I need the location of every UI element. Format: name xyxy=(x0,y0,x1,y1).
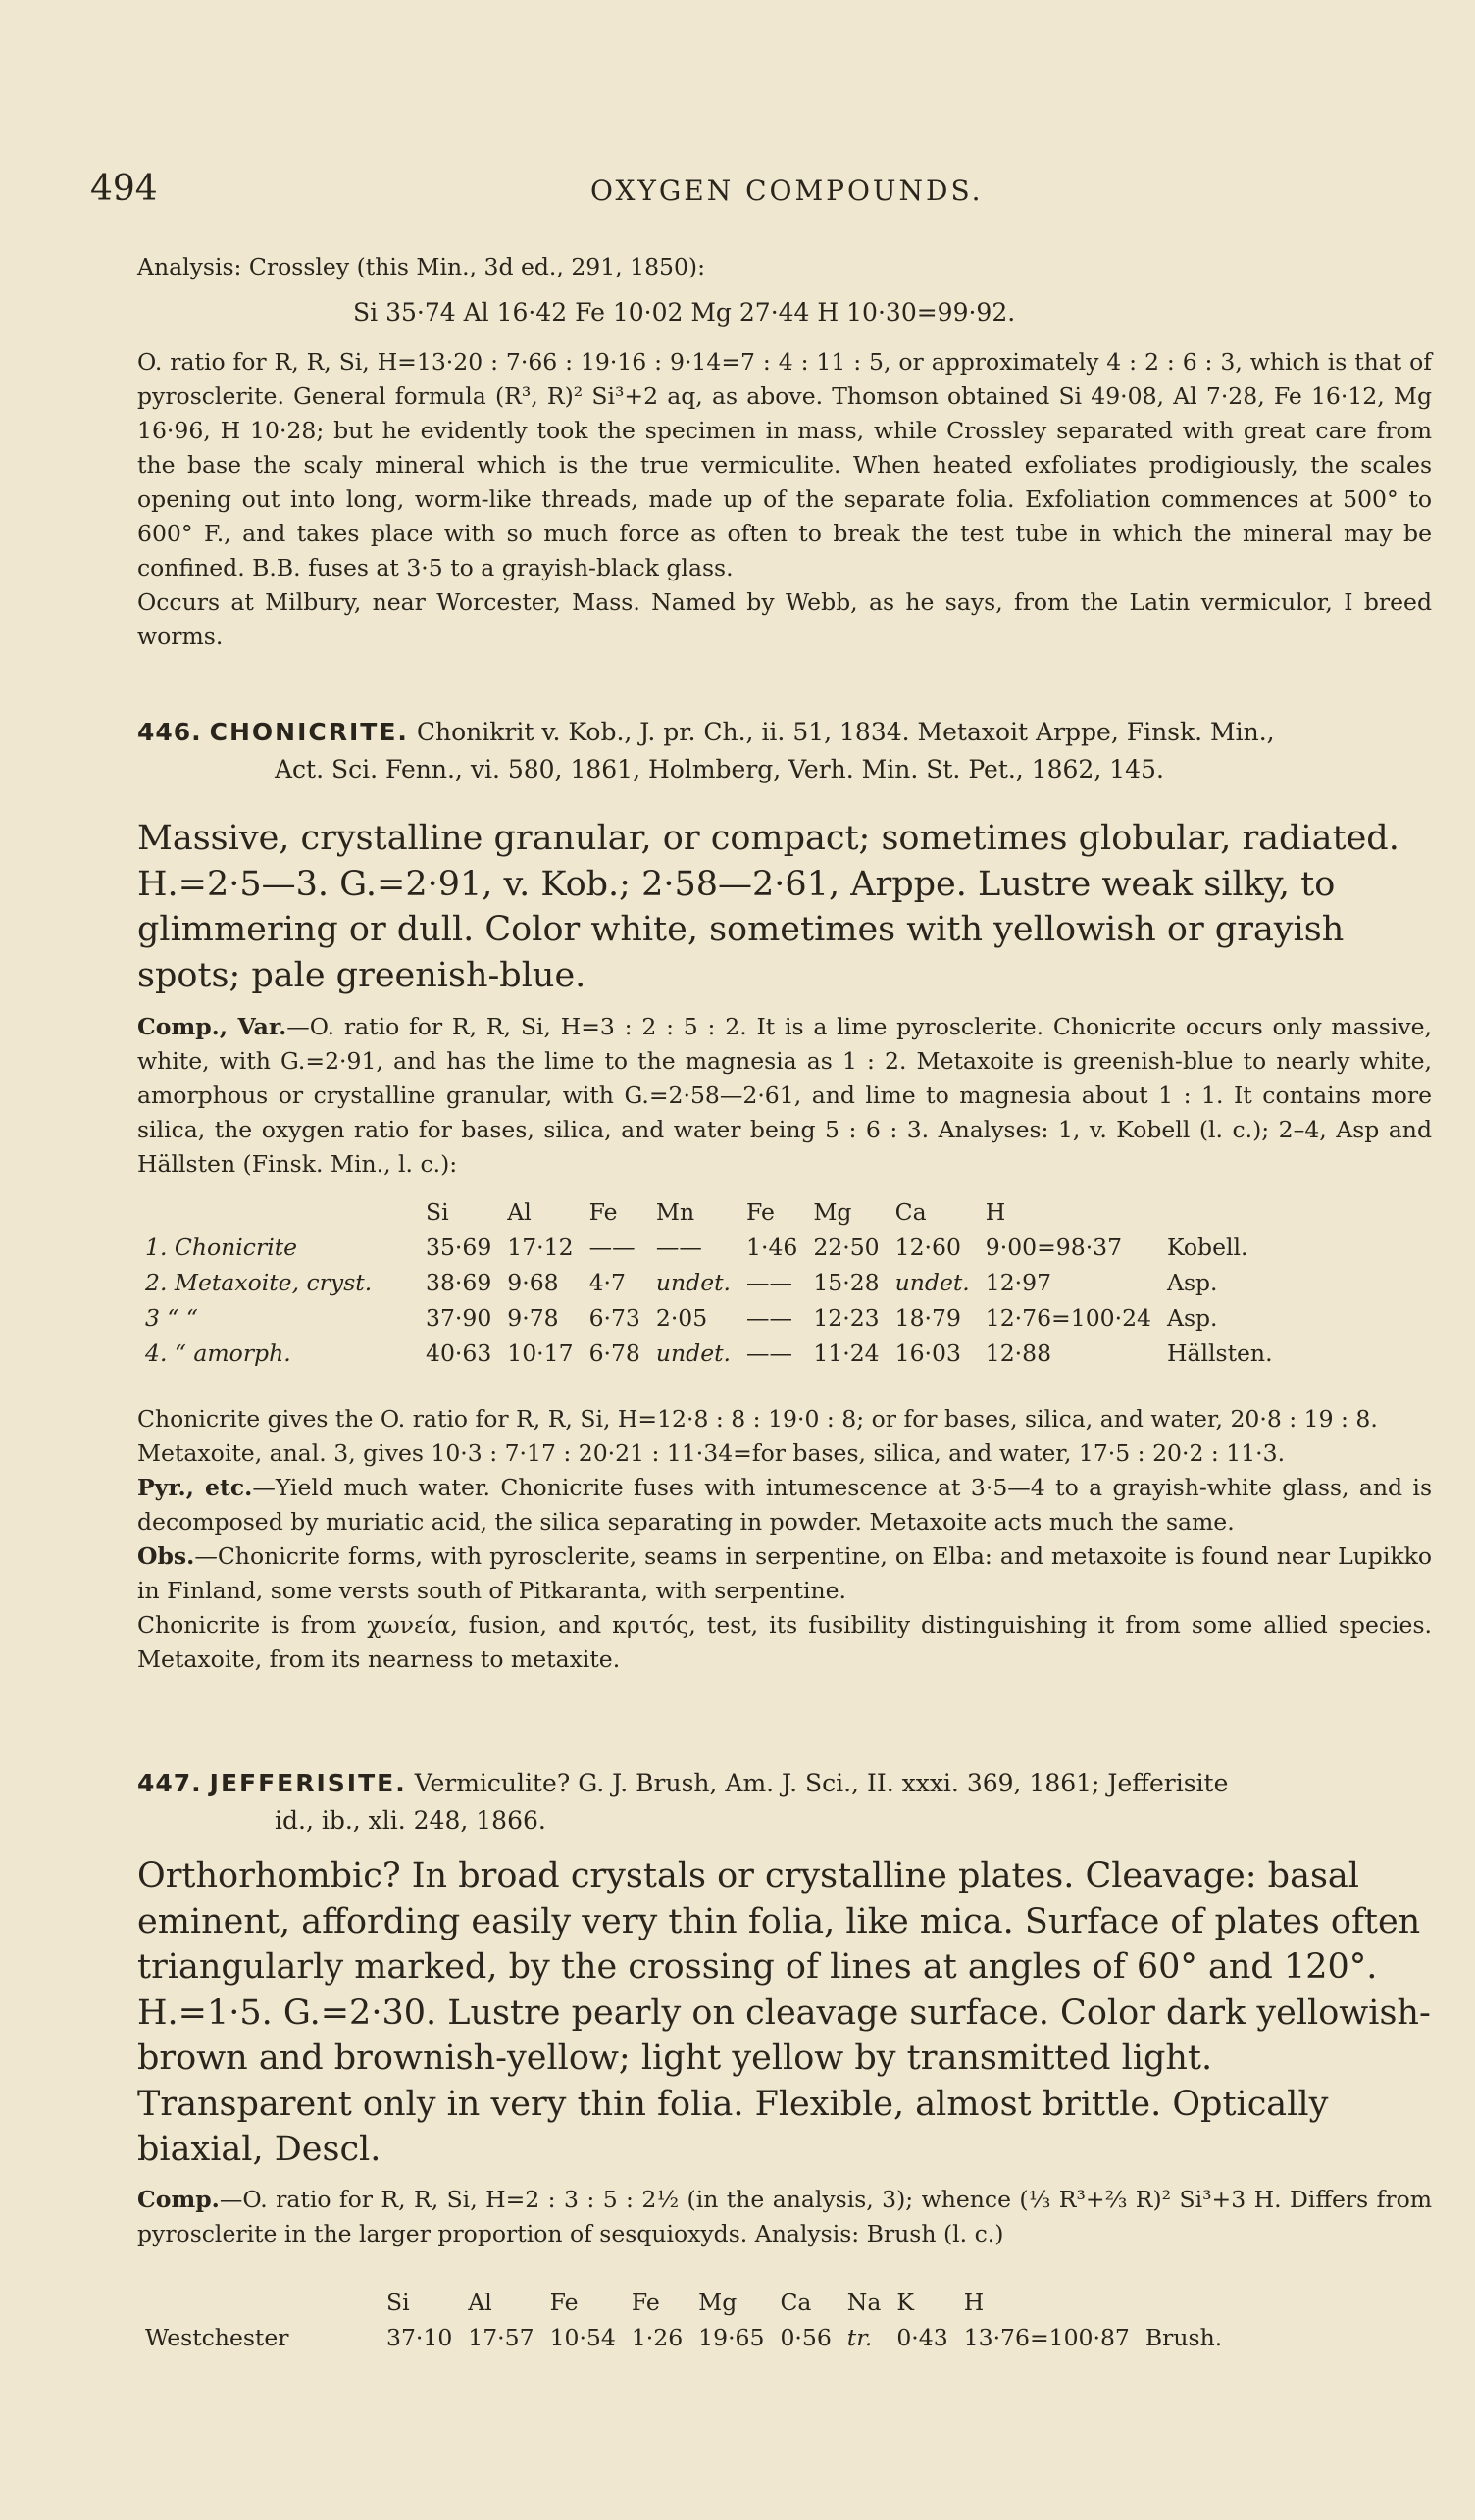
jefferisite-refs-1: Vermiculite? G. J. Brush, Am. J. Sci., II. xxxi. 369, 1861; Jefferisite xyxy=(414,1769,1229,1797)
chonicrite-comp-label: Comp., Var. xyxy=(137,1013,287,1040)
chonicrite-name: CHONICRITE. xyxy=(209,718,409,746)
jefferisite-description: Orthorhombic? In broad crystals or crystalline plates. Cleavage: basal eminent, affording easily very thin folia, like mica. Surface of plates often triangularly marked, by the crossing of lines at angles of 60° and 120°. H.=1·5. G.=2·30. Lustre pearly on cleavage surface. Color dark yellowish-brown and brownish-yellow; light yellow by transmitted light. Transparent only in very thin folia. Flexible, almost brittle. Optically biaxial, Descl. xyxy=(137,1856,1431,2169)
chonicrite-notes xyxy=(137,1402,1432,1677)
jefferisite-refs-2: id., ib., xli. 248, 1866. xyxy=(275,1806,546,1835)
vermiculite-body xyxy=(137,345,1432,654)
jefferisite-composition xyxy=(137,2183,1432,2251)
chonicrite-oratio-note: Chonicrite gives the O. ratio for R, R, Si, H=12·8 : 8 : 19·0 : 8; or for bases, silica, and water, 20·8 : 19 : 8. xyxy=(137,1405,1378,1433)
chonicrite-analysis-table xyxy=(137,1194,1281,1371)
jefferisite-number: 447. xyxy=(137,1769,202,1797)
jefferisite-analysis-table xyxy=(137,2285,1230,2355)
chonicrite-refs-1: Chonikrit v. Kob., J. pr. Ch., ii. 51, 1834. Metaxoit Arppe, Finsk. Min., xyxy=(416,718,1275,746)
jefferisite-comp-label: Comp. xyxy=(137,2186,220,2213)
table-row: 2. Metaxoite, cryst. 38·69 9·68 4·7 undet. —— 15·28 undet. 12·97 Asp. xyxy=(145,1269,1218,1296)
table-header-row: Si Al Fe Fe Mg Ca Na K H xyxy=(386,2289,985,2316)
table-row: 4. “ amorph. 40·63 10·17 6·78 undet. —— 11·24 16·03 12·88 Hällsten. xyxy=(145,1339,1273,1367)
vermiculite-formula: Si 35·74 Al 16·42 Fe 10·02 Mg 27·44 H 10·30=99·92. xyxy=(353,298,1016,327)
table-row: 1. Chonicrite 35·69 17·12 —— —— 1·46 22·50 12·60 9·00=98·37 Kobell. xyxy=(145,1234,1248,1261)
jefferisite-name: JEFFERISITE. xyxy=(209,1769,407,1797)
chonicrite-number: 446. xyxy=(137,718,202,746)
page-number: 494 xyxy=(90,169,158,209)
jefferisite-comp-text: —O. ratio for R, R, Si, H=2 : 3 : 5 : 2½ (in the analysis, 3); whence (⅓ R³+⅔ R)² Si³+3 H. Differs from pyrosclerite in the larger proportion of sesquioxyds. Analysis: Brush (l. c.) xyxy=(137,2186,1432,2247)
obs-label: Obs. xyxy=(137,1542,195,1570)
vermiculite-analysis-line: Analysis: Crossley (this Min., 3d ed., 291, 1850): xyxy=(137,253,706,280)
table-header-row: Si Al Fe Mn Fe Mg Ca H xyxy=(426,1198,1006,1226)
table-row: Westchester 37·10 17·57 10·54 1·26 19·65 0·56 tr. 0·43 13·76=100·87 Brush. xyxy=(145,2324,1223,2351)
vermiculite-paragraph-1: O. ratio for R, R, Si, H=13·20 : 7·66 : 19·16 : 9·14=7 : 4 : 11 : 5, or approximately 4 : 2 : 6 : 3, which is that of pyrosclerite. General formula (R³, R)² Si³+2 aq, as above. Thomson obtained Si 49·08, Al 7·28, Fe 16·12, Mg 16·96, H 10·28; but he evidently took the specimen in mass, while Crossley separated with great care from the base the scaly mineral which is the true vermiculite. When heated exfoliates prodigiously, the scales opening out into long, worm-like threads, made up of the separate folia. Exfoliation commences at 500° to 600° F., and takes place with so much force as often to break the test tube in which the mineral may be confined. B.B. fuses at 3·5 to a grayish-black glass. xyxy=(137,348,1432,581)
vermiculite-paragraph-2: Occurs at Milbury, near Worcester, Mass. Named by Webb, as he says, from the Latin vermiculor, I breed worms. xyxy=(137,588,1432,650)
chonicrite-heading xyxy=(137,714,1432,788)
chonicrite-composition xyxy=(137,1010,1432,1182)
chonicrite-comp-text: —O. ratio for R, R, Si, H=3 : 2 : 5 : 2. It is a lime pyrosclerite. Chonicrite occurs only massive, white, with G.=2·91, and has the lime to the magnesia as 1 : 2. Metaxoite is greenish-blue to nearly white, amorphous or crystalline granular, with G.=2·58—2·61, and lime to magnesia about 1 : 1. It contains more silica, the oxygen ratio for bases, silica, and water being 5 : 6 : 3. Analyses: 1, v. Kobell (l. c.); 2–4, Asp and Hällsten (Finsk. Min., l. c.): xyxy=(137,1013,1432,1178)
table-row: 3 “ “ 37·90 9·78 6·73 2·05 —— 12·23 18·79 12·76=100·24 Asp. xyxy=(145,1304,1218,1332)
obs-text: —Chonicrite forms, with pyrosclerite, seams in serpentine, on Elba: and metaxoite is found near Lupikko in Finland, some versts south of Pitkaranta, with serpentine. xyxy=(137,1542,1432,1604)
running-title: OXYGEN COMPOUNDS. xyxy=(590,175,984,207)
metaxoite-oratio-note: Metaxoite, anal. 3, gives 10·3 : 7·17 : 20·21 : 11·34=for bases, silica, and water, 17·5 : 20·2 : 11·3. xyxy=(137,1439,1286,1467)
pyr-label: Pyr., etc. xyxy=(137,1474,253,1501)
pyr-text: —Yield much water. Chonicrite fuses with intumescence at 3·5—4 to a grayish-white glass, and is decomposed by muriatic acid, the silica separating in powder. Metaxoite acts much the same. xyxy=(137,1474,1433,1536)
chonicrite-description: Massive, crystalline granular, or compact; sometimes globular, radiated. H.=2·5—3. G.=2·91, v. Kob.; 2·58—2·61, Arppe. Lustre weak silky, to glimmering or dull. Color white, sometimes with yellowish or grayish spots; pale greenish-blue. xyxy=(137,819,1399,995)
jefferisite-heading xyxy=(137,1765,1432,1840)
chonicrite-refs-2: Act. Sci. Fenn., vi. 580, 1861, Holmberg, Verh. Min. St. Pet., 1862, 145. xyxy=(275,755,1164,783)
chonicrite-etymology: Chonicrite is from χωνεία, fusion, and κριτός, test, its fusibility distinguishing it from some allied species. Metaxoite, from its nearness to metaxite. xyxy=(137,1611,1432,1673)
page-header xyxy=(90,169,1395,218)
